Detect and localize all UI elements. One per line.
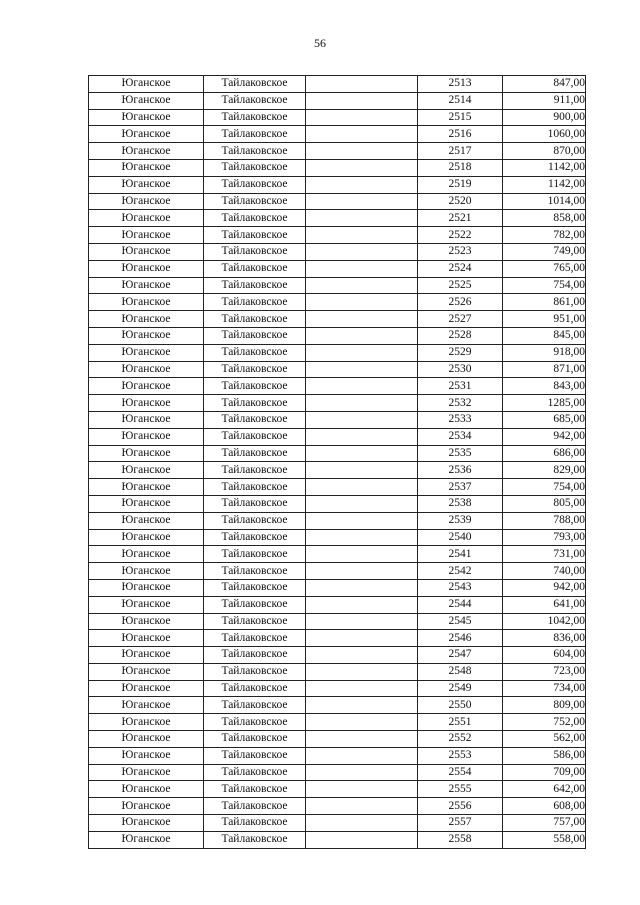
blank-cell	[306, 647, 418, 664]
blank-cell	[306, 697, 418, 714]
value-cell: 604,00	[503, 647, 586, 664]
table-row	[89, 445, 586, 462]
area-cell: Тайлаковское	[204, 210, 306, 227]
area-cell: Тайлаковское	[204, 815, 306, 832]
number-cell: 2547	[418, 647, 503, 664]
number-cell: 2554	[418, 764, 503, 781]
blank-cell	[306, 613, 418, 630]
field-cell: Юганское	[89, 579, 204, 596]
value-cell: 829,00	[503, 462, 586, 479]
value-cell: 793,00	[503, 529, 586, 546]
table-row	[89, 613, 586, 630]
blank-cell	[306, 630, 418, 647]
value-cell: 734,00	[503, 680, 586, 697]
field-cell: Юганское	[89, 512, 204, 529]
blank-cell	[306, 529, 418, 546]
value-cell: 843,00	[503, 378, 586, 395]
field-cell: Юганское	[89, 260, 204, 277]
value-cell: 871,00	[503, 361, 586, 378]
blank-cell	[306, 563, 418, 580]
table-row	[89, 210, 586, 227]
value-cell: 942,00	[503, 579, 586, 596]
table-row	[89, 647, 586, 664]
area-cell: Тайлаковское	[204, 260, 306, 277]
number-cell: 2525	[418, 277, 503, 294]
table-row	[89, 529, 586, 546]
number-cell: 2528	[418, 327, 503, 344]
table-row	[89, 126, 586, 143]
blank-cell	[306, 714, 418, 731]
table-row	[89, 76, 586, 93]
value-cell: 858,00	[503, 210, 586, 227]
number-cell: 2557	[418, 815, 503, 832]
table-row	[89, 831, 586, 848]
area-cell: Тайлаковское	[204, 378, 306, 395]
number-cell: 2542	[418, 563, 503, 580]
value-cell: 900,00	[503, 109, 586, 126]
blank-cell	[306, 311, 418, 328]
area-cell: Тайлаковское	[204, 294, 306, 311]
blank-cell	[306, 428, 418, 445]
field-cell: Юганское	[89, 781, 204, 798]
value-cell: 861,00	[503, 294, 586, 311]
blank-cell	[306, 731, 418, 748]
table-row	[89, 277, 586, 294]
blank-cell	[306, 546, 418, 563]
number-cell: 2536	[418, 462, 503, 479]
number-cell: 2541	[418, 546, 503, 563]
area-cell: Тайлаковское	[204, 109, 306, 126]
blank-cell	[306, 378, 418, 395]
number-cell: 2529	[418, 344, 503, 361]
value-cell: 642,00	[503, 781, 586, 798]
value-cell: 765,00	[503, 260, 586, 277]
area-cell: Тайлаковское	[204, 126, 306, 143]
field-cell: Юганское	[89, 92, 204, 109]
blank-cell	[306, 680, 418, 697]
number-cell: 2533	[418, 411, 503, 428]
field-cell: Юганское	[89, 428, 204, 445]
blank-cell	[306, 327, 418, 344]
table-row	[89, 411, 586, 428]
value-cell: 685,00	[503, 411, 586, 428]
table-row	[89, 227, 586, 244]
blank-cell	[306, 227, 418, 244]
number-cell: 2530	[418, 361, 503, 378]
table-row	[89, 176, 586, 193]
value-cell: 757,00	[503, 815, 586, 832]
field-cell: Юганское	[89, 361, 204, 378]
table-row	[89, 731, 586, 748]
blank-cell	[306, 294, 418, 311]
field-cell: Юганское	[89, 395, 204, 412]
value-cell: 1042,00	[503, 613, 586, 630]
area-cell: Тайлаковское	[204, 831, 306, 848]
area-cell: Тайлаковское	[204, 344, 306, 361]
field-cell: Юганское	[89, 663, 204, 680]
field-cell: Юганское	[89, 411, 204, 428]
number-cell: 2558	[418, 831, 503, 848]
blank-cell	[306, 512, 418, 529]
table-row	[89, 479, 586, 496]
table-row	[89, 495, 586, 512]
blank-cell	[306, 344, 418, 361]
number-cell: 2513	[418, 76, 503, 93]
field-cell: Юганское	[89, 462, 204, 479]
table-row	[89, 512, 586, 529]
blank-cell	[306, 176, 418, 193]
blank-cell	[306, 411, 418, 428]
area-cell: Тайлаковское	[204, 361, 306, 378]
area-cell: Тайлаковское	[204, 227, 306, 244]
blank-cell	[306, 831, 418, 848]
field-cell: Юганское	[89, 529, 204, 546]
table-row	[89, 243, 586, 260]
table-row	[89, 260, 586, 277]
number-cell: 2523	[418, 243, 503, 260]
number-cell: 2552	[418, 731, 503, 748]
number-cell: 2537	[418, 479, 503, 496]
area-cell: Тайлаковское	[204, 411, 306, 428]
table-row	[89, 714, 586, 731]
blank-cell	[306, 109, 418, 126]
field-cell: Юганское	[89, 126, 204, 143]
number-cell: 2545	[418, 613, 503, 630]
field-cell: Юганское	[89, 764, 204, 781]
area-cell: Тайлаковское	[204, 428, 306, 445]
number-cell: 2522	[418, 227, 503, 244]
field-cell: Юганское	[89, 596, 204, 613]
value-cell: 1142,00	[503, 159, 586, 176]
field-cell: Юганское	[89, 747, 204, 764]
page-number: 56	[314, 36, 326, 50]
number-cell: 2517	[418, 143, 503, 160]
table-row	[89, 798, 586, 815]
field-cell: Юганское	[89, 143, 204, 160]
value-cell: 847,00	[503, 76, 586, 93]
value-cell: 805,00	[503, 495, 586, 512]
table-row	[89, 747, 586, 764]
value-cell: 608,00	[503, 798, 586, 815]
table-row	[89, 764, 586, 781]
blank-cell	[306, 243, 418, 260]
field-cell: Юганское	[89, 546, 204, 563]
blank-cell	[306, 159, 418, 176]
table-row	[89, 630, 586, 647]
number-cell: 2527	[418, 311, 503, 328]
blank-cell	[306, 462, 418, 479]
number-cell: 2515	[418, 109, 503, 126]
number-cell: 2543	[418, 579, 503, 596]
number-cell: 2518	[418, 159, 503, 176]
value-cell: 752,00	[503, 714, 586, 731]
field-cell: Юганское	[89, 311, 204, 328]
number-cell: 2516	[418, 126, 503, 143]
number-cell: 2514	[418, 92, 503, 109]
number-cell: 2526	[418, 294, 503, 311]
field-cell: Юганское	[89, 159, 204, 176]
blank-cell	[306, 815, 418, 832]
table-row	[89, 579, 586, 596]
value-cell: 562,00	[503, 731, 586, 748]
blank-cell	[306, 747, 418, 764]
blank-cell	[306, 260, 418, 277]
blank-cell	[306, 193, 418, 210]
area-cell: Тайлаковское	[204, 781, 306, 798]
table-row	[89, 781, 586, 798]
blank-cell	[306, 596, 418, 613]
table-row	[89, 294, 586, 311]
value-cell: 951,00	[503, 311, 586, 328]
table-row	[89, 815, 586, 832]
value-cell: 1014,00	[503, 193, 586, 210]
table-row	[89, 361, 586, 378]
area-cell: Тайлаковское	[204, 495, 306, 512]
value-cell: 731,00	[503, 546, 586, 563]
table-row	[89, 395, 586, 412]
field-cell: Юганское	[89, 193, 204, 210]
area-cell: Тайлаковское	[204, 395, 306, 412]
value-cell: 782,00	[503, 227, 586, 244]
blank-cell	[306, 764, 418, 781]
value-cell: 641,00	[503, 596, 586, 613]
area-cell: Тайлаковское	[204, 697, 306, 714]
field-cell: Юганское	[89, 109, 204, 126]
area-cell: Тайлаковское	[204, 76, 306, 93]
field-cell: Юганское	[89, 327, 204, 344]
registry-table	[88, 75, 586, 849]
number-cell: 2548	[418, 663, 503, 680]
table-row	[89, 109, 586, 126]
value-cell: 1060,00	[503, 126, 586, 143]
field-cell: Юганское	[89, 630, 204, 647]
blank-cell	[306, 479, 418, 496]
number-cell: 2549	[418, 680, 503, 697]
number-cell: 2546	[418, 630, 503, 647]
value-cell: 809,00	[503, 697, 586, 714]
table-row	[89, 663, 586, 680]
area-cell: Тайлаковское	[204, 731, 306, 748]
value-cell: 845,00	[503, 327, 586, 344]
value-cell: 1142,00	[503, 176, 586, 193]
table-row	[89, 546, 586, 563]
table-row	[89, 428, 586, 445]
value-cell: 754,00	[503, 479, 586, 496]
area-cell: Тайлаковское	[204, 462, 306, 479]
value-cell: 918,00	[503, 344, 586, 361]
table-row	[89, 344, 586, 361]
area-cell: Тайлаковское	[204, 143, 306, 160]
field-cell: Юганское	[89, 647, 204, 664]
value-cell: 911,00	[503, 92, 586, 109]
area-cell: Тайлаковское	[204, 630, 306, 647]
field-cell: Юганское	[89, 731, 204, 748]
field-cell: Юганское	[89, 445, 204, 462]
blank-cell	[306, 92, 418, 109]
table-row	[89, 462, 586, 479]
table-row	[89, 311, 586, 328]
number-cell: 2550	[418, 697, 503, 714]
blank-cell	[306, 495, 418, 512]
field-cell: Юганское	[89, 815, 204, 832]
number-cell: 2534	[418, 428, 503, 445]
field-cell: Юганское	[89, 243, 204, 260]
area-cell: Тайлаковское	[204, 663, 306, 680]
field-cell: Юганское	[89, 277, 204, 294]
area-cell: Тайлаковское	[204, 596, 306, 613]
value-cell: 740,00	[503, 563, 586, 580]
number-cell: 2521	[418, 210, 503, 227]
value-cell: 723,00	[503, 663, 586, 680]
area-cell: Тайлаковское	[204, 680, 306, 697]
blank-cell	[306, 781, 418, 798]
area-cell: Тайлаковское	[204, 243, 306, 260]
area-cell: Тайлаковское	[204, 747, 306, 764]
number-cell: 2553	[418, 747, 503, 764]
value-cell: 709,00	[503, 764, 586, 781]
field-cell: Юганское	[89, 176, 204, 193]
number-cell: 2531	[418, 378, 503, 395]
area-cell: Тайлаковское	[204, 647, 306, 664]
blank-cell	[306, 395, 418, 412]
number-cell: 2519	[418, 176, 503, 193]
area-cell: Тайлаковское	[204, 311, 306, 328]
table-row	[89, 697, 586, 714]
area-cell: Тайлаковское	[204, 546, 306, 563]
value-cell: 836,00	[503, 630, 586, 647]
value-cell: 754,00	[503, 277, 586, 294]
area-cell: Тайлаковское	[204, 193, 306, 210]
table-row	[89, 596, 586, 613]
field-cell: Юганское	[89, 697, 204, 714]
area-cell: Тайлаковское	[204, 529, 306, 546]
area-cell: Тайлаковское	[204, 159, 306, 176]
table-row	[89, 143, 586, 160]
number-cell: 2535	[418, 445, 503, 462]
table-row	[89, 193, 586, 210]
table-row	[89, 563, 586, 580]
area-cell: Тайлаковское	[204, 277, 306, 294]
number-cell: 2555	[418, 781, 503, 798]
blank-cell	[306, 663, 418, 680]
table-row	[89, 378, 586, 395]
field-cell: Юганское	[89, 680, 204, 697]
area-cell: Тайлаковское	[204, 563, 306, 580]
field-cell: Юганское	[89, 798, 204, 815]
value-cell: 942,00	[503, 428, 586, 445]
area-cell: Тайлаковское	[204, 764, 306, 781]
blank-cell	[306, 579, 418, 596]
table-row	[89, 92, 586, 109]
area-cell: Тайлаковское	[204, 176, 306, 193]
blank-cell	[306, 126, 418, 143]
area-cell: Тайлаковское	[204, 92, 306, 109]
field-cell: Юганское	[89, 563, 204, 580]
field-cell: Юганское	[89, 344, 204, 361]
value-cell: 788,00	[503, 512, 586, 529]
number-cell: 2524	[418, 260, 503, 277]
table-row	[89, 159, 586, 176]
field-cell: Юганское	[89, 613, 204, 630]
area-cell: Тайлаковское	[204, 613, 306, 630]
field-cell: Юганское	[89, 76, 204, 93]
field-cell: Юганское	[89, 294, 204, 311]
value-cell: 558,00	[503, 831, 586, 848]
area-cell: Тайлаковское	[204, 579, 306, 596]
blank-cell	[306, 277, 418, 294]
blank-cell	[306, 143, 418, 160]
number-cell: 2520	[418, 193, 503, 210]
area-cell: Тайлаковское	[204, 512, 306, 529]
table-row	[89, 327, 586, 344]
table-row	[89, 680, 586, 697]
number-cell: 2556	[418, 798, 503, 815]
area-cell: Тайлаковское	[204, 798, 306, 815]
number-cell: 2540	[418, 529, 503, 546]
field-cell: Юганское	[89, 495, 204, 512]
number-cell: 2539	[418, 512, 503, 529]
number-cell: 2551	[418, 714, 503, 731]
blank-cell	[306, 445, 418, 462]
blank-cell	[306, 76, 418, 93]
number-cell: 2544	[418, 596, 503, 613]
value-cell: 749,00	[503, 243, 586, 260]
field-cell: Юганское	[89, 714, 204, 731]
value-cell: 870,00	[503, 143, 586, 160]
area-cell: Тайлаковское	[204, 445, 306, 462]
number-cell: 2532	[418, 395, 503, 412]
value-cell: 1285,00	[503, 395, 586, 412]
blank-cell	[306, 361, 418, 378]
field-cell: Юганское	[89, 479, 204, 496]
field-cell: Юганское	[89, 378, 204, 395]
field-cell: Юганское	[89, 831, 204, 848]
value-cell: 586,00	[503, 747, 586, 764]
number-cell: 2538	[418, 495, 503, 512]
field-cell: Юганское	[89, 227, 204, 244]
area-cell: Тайлаковское	[204, 479, 306, 496]
value-cell: 686,00	[503, 445, 586, 462]
field-cell: Юганское	[89, 210, 204, 227]
registry-table-body	[89, 76, 586, 849]
blank-cell	[306, 210, 418, 227]
area-cell: Тайлаковское	[204, 714, 306, 731]
blank-cell	[306, 798, 418, 815]
area-cell: Тайлаковское	[204, 327, 306, 344]
